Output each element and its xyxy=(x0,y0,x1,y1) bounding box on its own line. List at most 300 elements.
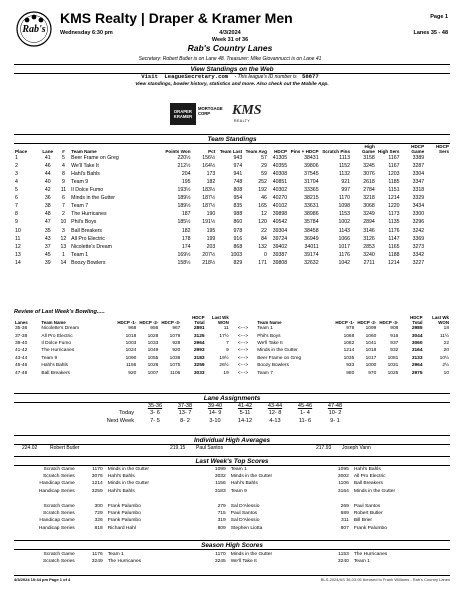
score-row xyxy=(14,503,450,510)
score-name: The Hurricanes xyxy=(107,559,142,565)
rv-col-a1: HDCP -1- xyxy=(117,319,137,325)
standings-hdcp: 40355 xyxy=(272,162,288,169)
review-a-game1: 1156 xyxy=(125,363,137,369)
review-a-game1: 1090 xyxy=(125,355,137,361)
standings-high-sers: 1176 xyxy=(388,227,400,234)
score-value: 715 xyxy=(217,511,226,517)
rv-col-team-a: Team Name xyxy=(41,319,66,325)
score-category: Handicap Game xyxy=(39,481,75,487)
standings-team-last: 916 xyxy=(233,235,243,242)
rv-col-a2: HDCP -2- xyxy=(139,319,159,325)
score-name: Minds in the Gutter xyxy=(107,466,150,472)
mortgage-corp-logo: MORTGAGE CORP xyxy=(198,106,223,117)
lane-matchup: 3- 6 xyxy=(150,410,160,417)
standings-pct: 164½ xyxy=(202,162,216,169)
score-value: 311 xyxy=(341,518,349,524)
standings-team-last: 808 xyxy=(233,187,243,194)
standings-team-last: 988 xyxy=(233,211,243,218)
standings-team-name: The Hurricanes xyxy=(71,211,107,218)
review-b-total: 3044 xyxy=(411,333,423,339)
standings-hdcp-game: 3347 xyxy=(412,178,425,185)
review-row xyxy=(14,370,450,377)
review-b-game1: 1035 xyxy=(343,355,355,361)
standings-pct: 183½ xyxy=(202,187,216,194)
standings-row xyxy=(14,195,450,203)
review-b-game3: 916 xyxy=(390,333,399,339)
standings-team-number: 12 xyxy=(60,235,67,242)
week-number: Week 31 of 36 xyxy=(211,37,249,43)
lane-pair-header: 39-40 xyxy=(207,403,223,409)
review-b-won: 18 xyxy=(443,326,449,332)
standings-row xyxy=(14,244,450,252)
score-name: Sal D'Alessio xyxy=(230,518,260,524)
review-a-game1: 1024 xyxy=(125,348,137,354)
lane-pair-header: 43-44 xyxy=(267,403,283,409)
review-b-total: 3133 xyxy=(411,355,423,361)
standings-hdcp-game: 3296 xyxy=(412,219,425,226)
score-category: Scratch Series xyxy=(42,474,75,480)
score-value: 279 xyxy=(217,503,226,509)
standings-team-number: 14 xyxy=(60,259,67,266)
review-row xyxy=(14,325,450,332)
avg-2-name: Paul Santos xyxy=(196,445,223,451)
col-hdcp-sers: HDCP Sers xyxy=(435,144,449,154)
standings-points-won: 195 xyxy=(181,178,191,185)
standings-hdcp-game: 3227 xyxy=(412,259,425,266)
standings-row xyxy=(14,211,450,219)
review-b-game1: 980 xyxy=(346,370,355,376)
review-lanes: 47-48 xyxy=(15,370,28,376)
standings-hdcp: 40302 xyxy=(272,187,288,194)
standings-place: 3 xyxy=(15,170,18,177)
review-b-game2: 1099 xyxy=(365,326,377,332)
lanes-row-label: Next Week xyxy=(106,418,134,425)
score-name: Minds in the Gutter xyxy=(230,474,273,480)
review-b-game3: 908 xyxy=(390,326,399,332)
score-name: Robert Butler xyxy=(353,511,383,517)
standings-pad xyxy=(425,163,450,171)
standings-lane: 39 xyxy=(44,259,51,266)
score-value: 807 xyxy=(340,525,349,531)
bowling-center: Rab's Country Lanes xyxy=(187,43,273,53)
review-a-won: 26½ xyxy=(219,363,229,369)
standings-team-last: 941 xyxy=(233,170,243,177)
score-name: Paul Santos xyxy=(230,511,258,517)
lane-matchup: 5-11 xyxy=(239,410,251,417)
standings-team-last: 860 xyxy=(233,219,243,226)
score-value: 319 xyxy=(217,518,226,524)
standings-team-avg: 12 xyxy=(261,211,267,218)
rv-col-team-b: Team Name xyxy=(257,319,282,325)
standings-high-sers: 1165 xyxy=(388,243,400,250)
standings-hdcp: 39402 xyxy=(272,243,288,250)
standings-high-game: 3146 xyxy=(363,227,375,234)
standings-place: 2 xyxy=(15,162,18,169)
standings-pins-hdcp: 38431 xyxy=(304,154,319,161)
review-team-b: Phil's Boys xyxy=(257,333,281,339)
score-value: 3076 xyxy=(91,474,103,480)
score-value: 3249 xyxy=(91,559,103,565)
review-team-a: Team 9 xyxy=(41,355,58,361)
score-name: Hahl's Bahls xyxy=(353,466,381,472)
col-pct: Pct xyxy=(208,148,216,154)
score-row xyxy=(14,551,450,558)
score-name: Frank Palumbo xyxy=(107,503,141,509)
standings-team-last: 978 xyxy=(233,227,243,234)
top-scores-section-title: Last Week's Top Scores xyxy=(14,456,450,466)
lanes-section-title: Lane Assignments xyxy=(14,393,450,403)
col-team-name: Team Name xyxy=(71,148,97,154)
standings-pins-hdcp: 31704 xyxy=(304,178,319,185)
standings-team-last: 748 xyxy=(233,178,243,185)
standings-team-avg: 29 xyxy=(261,162,267,169)
review-lanes: 35-36 xyxy=(15,326,28,332)
score-name: Team 1 xyxy=(230,466,247,472)
standings-pad xyxy=(425,203,450,211)
standings-hdcp-game: 3434 xyxy=(412,203,425,210)
review-b-won: 11½ xyxy=(440,333,449,339)
standings-place: 4 xyxy=(15,178,18,185)
score-value: 1099 xyxy=(214,466,226,472)
standings-high-sers: 1173 xyxy=(388,211,400,218)
standings-row xyxy=(14,227,450,235)
review-team-a: Ball Breakers xyxy=(41,370,70,376)
col-high-sers: High Sers xyxy=(378,148,400,154)
review-a-game3: 967 xyxy=(172,326,181,332)
standings-pad xyxy=(425,252,450,260)
standings-scratch-pins: 1113 xyxy=(339,154,351,161)
review-a-won: 19 xyxy=(223,370,229,376)
score-name: Team 1 xyxy=(353,559,370,565)
lane-pair-header: 47-48 xyxy=(327,403,343,409)
score-category: Scratch Game xyxy=(43,503,75,509)
league-website-link[interactable]: LeagueSecretary.com xyxy=(164,73,229,80)
standings-lane: 44 xyxy=(44,170,51,177)
review-team-b: Team 1 xyxy=(257,326,273,332)
col-pins-hdcp: Pins + HDCP xyxy=(290,148,319,154)
standings-pad xyxy=(425,195,450,203)
standings-points-won: 189½ xyxy=(177,195,191,202)
review-row xyxy=(14,340,450,347)
standings-lane: 40 xyxy=(44,178,51,185)
standings-high-game: 2853 xyxy=(363,243,375,250)
standings-team-name: Boozy Bowlers xyxy=(71,259,106,266)
lane-pair-header: 45-46 xyxy=(297,403,313,409)
standings-lane: 37 xyxy=(44,243,51,250)
standings-row xyxy=(14,179,450,187)
standings-high-game: 2894 xyxy=(363,219,375,226)
review-a-game1: 1003 xyxy=(125,340,137,346)
standings-team-number: 9 xyxy=(61,178,65,185)
standings-lane: 46 xyxy=(44,162,51,169)
standings-scratch-pins: 1153 xyxy=(338,211,351,218)
review-team-a: Il Dolce Fumo xyxy=(41,340,72,346)
standings-scratch-pins: 1132 xyxy=(338,170,351,177)
score-category: Scratch Series xyxy=(42,511,75,517)
standings-team-name: Minds in the Gutter xyxy=(71,195,115,202)
league-id: 58877 xyxy=(301,73,319,80)
standings-scratch-pins: 1066 xyxy=(338,235,351,242)
score-name: The Hurricanes xyxy=(353,551,388,557)
standings-hdcp-game: 3389 xyxy=(412,154,425,161)
standings-high-sers: 1151 xyxy=(388,187,400,194)
standings-table xyxy=(14,145,450,268)
review-row xyxy=(14,347,450,354)
standings-team-avg: 171 xyxy=(258,259,267,266)
standings-place: 12 xyxy=(15,243,21,250)
standings-pad xyxy=(425,211,450,219)
standings-high-game: 3076 xyxy=(363,170,375,177)
standings-row xyxy=(14,219,450,227)
standings-hdcp-game: 3273 xyxy=(412,243,425,250)
draper-kramer-logo: DRAPER KRAMER xyxy=(170,103,196,125)
review-team-a: All Pro Electric xyxy=(41,333,73,339)
standings-high-game: 2784 xyxy=(363,187,375,194)
standings-pins-hdcp: 33631 xyxy=(304,203,319,210)
web-visit-line xyxy=(80,74,380,81)
lane-matchup: 9- 1 xyxy=(330,418,340,425)
review-lanes: 43-44 xyxy=(15,355,28,361)
score-row xyxy=(14,473,450,480)
score-category: Scratch Series xyxy=(42,559,75,565)
review-vs-arrow: <---> xyxy=(237,363,249,369)
review-b-game1: 978 xyxy=(346,326,355,332)
standings-team-number: 8 xyxy=(61,170,65,177)
rv-col-b3: HDCP -3- xyxy=(379,319,399,325)
score-name: Ball Breakers xyxy=(353,481,383,487)
review-a-total: 2891 xyxy=(193,326,205,332)
standings-lane: 47 xyxy=(44,219,51,226)
standings-pct: 190 xyxy=(206,211,216,218)
review-a-game2: 956 xyxy=(150,326,159,332)
review-a-total: 2964 xyxy=(193,340,205,346)
review-vs-arrow: <---> xyxy=(237,340,249,346)
standings-high-sers: 1135 xyxy=(388,219,400,226)
standings-hdcp: 40851 xyxy=(272,178,288,185)
standings-high-sers: 1203 xyxy=(387,170,400,177)
review-a-game3: 1038 xyxy=(169,355,181,361)
score-value: 1170 xyxy=(215,551,226,557)
avg-1-value: 224.02 xyxy=(22,445,38,451)
rv-col-bwon: Last Wk WON xyxy=(432,315,449,325)
standings-team-number: 13 xyxy=(60,243,67,250)
standings-lane: 36 xyxy=(44,195,51,202)
standings-team-number: 10 xyxy=(60,219,67,226)
standings-row xyxy=(14,236,450,244)
standings-scratch-pins: 1017 xyxy=(338,243,351,250)
score-row xyxy=(14,466,450,473)
review-a-won: 9 xyxy=(226,348,229,354)
standings-team-last: 829 xyxy=(233,259,243,266)
standings-pct: 156½ xyxy=(202,154,216,161)
standings-high-game: 3245 xyxy=(363,162,375,169)
review-a-total: 3033 xyxy=(193,370,205,376)
visit-label: Visit xyxy=(141,73,159,80)
standings-team-name: Beer Frame on Greg xyxy=(71,154,119,161)
standings-scratch-pins: 1143 xyxy=(338,227,351,234)
standings-pins-hdcp: 38458 xyxy=(304,227,319,234)
lanes-row xyxy=(90,417,350,425)
web-subtitle: View standings, bowler history, statistics and more. Also check out the Mobile App. xyxy=(135,82,329,87)
standings-points-won: 189½ xyxy=(177,203,191,210)
score-value: 300 xyxy=(94,503,103,509)
review-a-game3: 1079 xyxy=(169,333,181,339)
standings-place: 8 xyxy=(15,211,18,218)
score-category: Handicap Game xyxy=(39,518,75,524)
review-team-b: Minds in the Gutter xyxy=(257,348,298,354)
review-lanes: 45-46 xyxy=(15,363,28,369)
review-b-game1: 1214 xyxy=(343,348,355,354)
review-a-won: 7 xyxy=(226,340,229,346)
standings-pins-hdcp: 33365 xyxy=(304,187,319,194)
standings-lane: 43 xyxy=(44,235,51,242)
standings-pins-hdcp: 34011 xyxy=(304,243,319,250)
review-a-game3: 920 xyxy=(172,348,181,354)
avg-3-name: Joseph Vann xyxy=(342,445,371,451)
review-b-total: 2964 xyxy=(411,363,423,369)
standings-team-name: Team 7 xyxy=(71,203,89,210)
lane-matchup: 7- 5 xyxy=(150,418,160,425)
review-team-a: Hahl's Bahls xyxy=(41,363,68,369)
col-points-won: Points Won xyxy=(165,148,191,154)
standings-points-won: 178 xyxy=(181,235,191,242)
review-b-won: 10½ xyxy=(439,355,449,361)
score-name: Minds in the Gutter xyxy=(107,481,150,487)
score-name: Team 1 xyxy=(107,551,124,557)
standings-team-avg: 132 xyxy=(258,243,267,250)
review-b-game2: 1041 xyxy=(365,340,377,346)
review-b-won: 10 xyxy=(443,370,449,376)
score-value: 1153 xyxy=(338,551,349,557)
standings-hdcp: 39808 xyxy=(272,259,288,266)
score-category: Handicap Series xyxy=(38,525,75,531)
score-name: Hahl's Bahls xyxy=(107,474,135,480)
standings-pins-hdcp: 39806 xyxy=(304,162,319,169)
review-team-a: The Hurricanes xyxy=(41,348,75,354)
standings-pins-hdcp: 32632 xyxy=(304,259,319,266)
standings-high-sers: 1167 xyxy=(388,154,400,161)
review-team-b: We'll Take It xyxy=(257,340,283,346)
standings-pad xyxy=(425,244,450,252)
review-a-game2: 1028 xyxy=(147,333,159,339)
lanes-range: Lanes 35 - 48 xyxy=(413,30,448,36)
col-hdcp-game: HDCP Game xyxy=(411,144,425,154)
score-value: 3002 xyxy=(337,474,349,480)
score-value: 818 xyxy=(94,525,103,531)
standings-lane: 42 xyxy=(44,187,51,194)
standings-points-won: 204 xyxy=(181,170,191,177)
score-value: 326 xyxy=(94,518,103,524)
standings-section-title: Team Standings xyxy=(14,134,450,144)
review-a-total: 3259 xyxy=(193,363,205,369)
review-table xyxy=(14,316,450,377)
standings-pct: 187½ xyxy=(202,203,216,210)
standings-high-game: 2618 xyxy=(363,178,375,185)
standings-pct: 173 xyxy=(206,170,216,177)
lane-matchup: 14- 9 xyxy=(208,410,222,417)
standings-hdcp-game: 3318 xyxy=(412,187,425,194)
standings-pad xyxy=(425,227,450,235)
score-value: 3259 xyxy=(91,488,103,494)
standings-team-last: 835 xyxy=(233,203,243,210)
review-vs-arrow: <---> xyxy=(237,326,249,332)
standings-high-sers: 1214 xyxy=(387,195,400,202)
standings-team-name: Team 9 xyxy=(71,178,89,185)
review-a-game3: 928 xyxy=(172,340,181,346)
standings-team-avg: 0 xyxy=(264,251,267,258)
standings-pct: 191½ xyxy=(202,219,216,226)
standings-team-last: 868 xyxy=(233,243,243,250)
standings-team-name: We'll Take It xyxy=(71,162,99,169)
standings-hdcp-game: 3287 xyxy=(412,162,425,169)
standings-points-won: 182 xyxy=(181,227,191,234)
standings-pins-hdcp: 38986 xyxy=(304,211,319,218)
col-scratch-pins: Scratch Pins xyxy=(322,148,351,154)
score-name: Team 9 xyxy=(230,488,247,494)
standings-hdcp: 39387 xyxy=(272,251,288,258)
review-b-game3: 1025 xyxy=(387,370,399,376)
score-name: Stephen Liotta xyxy=(230,525,263,531)
standings-team-avg: 84 xyxy=(261,235,267,242)
rv-col-awon: Last Wk WON xyxy=(211,315,229,325)
standings-hdcp-game: 3342 xyxy=(412,251,425,258)
standings-row xyxy=(14,187,450,195)
center-logo xyxy=(14,9,54,49)
score-name: Paul Santos xyxy=(353,503,381,509)
standings-place: 14 xyxy=(15,259,21,266)
standings-pad xyxy=(425,171,450,179)
standings-scratch-pins: 1176 xyxy=(338,251,351,258)
review-b-game2: 1018 xyxy=(365,348,377,354)
review-a-game2: 1055 xyxy=(147,355,159,361)
score-value: 1095 xyxy=(337,466,349,472)
standings-pins-hdcp: 36949 xyxy=(304,235,319,242)
review-a-game2: 1049 xyxy=(147,348,159,354)
review-team-b: Team 7 xyxy=(257,370,273,376)
standings-high-game: 3126 xyxy=(363,235,375,242)
review-vs-arrow: <---> xyxy=(237,370,249,376)
score-name: Hahl's Bahls xyxy=(230,481,258,487)
score-row xyxy=(14,558,450,565)
rv-col-a3: HDCP -3- xyxy=(161,319,181,325)
review-a-game2: 1028 xyxy=(147,363,159,369)
score-value: 1170 xyxy=(92,466,103,472)
standings-pct: 207½ xyxy=(202,251,216,258)
lane-matchup: 10- 2 xyxy=(328,410,342,417)
score-value: 1106 xyxy=(338,481,349,487)
standings-hdcp-game: 3300 xyxy=(412,211,425,218)
top-scores-individual-table xyxy=(14,503,450,532)
score-name: Bill Brier xyxy=(353,518,373,524)
standings-team-avg: 252 xyxy=(258,178,267,185)
score-value: 729 xyxy=(94,511,103,517)
score-value: 269 xyxy=(340,503,349,509)
score-value: 1156 xyxy=(215,481,226,487)
standings-team-last: 974 xyxy=(233,162,243,169)
col-number: # xyxy=(62,148,65,154)
standings-lane: 45 xyxy=(44,251,51,258)
rv-col-btotal: HDCP Total xyxy=(410,315,423,325)
review-a-total: 2993 xyxy=(193,348,205,354)
standings-pct: 182 xyxy=(206,178,216,185)
standings-hdcp: 40102 xyxy=(272,203,288,210)
review-lanes: 39-40 xyxy=(15,340,28,346)
standings-team-name: Nicolette's Dream xyxy=(71,243,112,250)
score-value: 3240 xyxy=(337,559,349,565)
score-name: Minds in the Gutter xyxy=(230,551,273,557)
lane-matchup: 8- 2 xyxy=(180,418,190,425)
score-category: Scratch Game xyxy=(43,551,75,557)
